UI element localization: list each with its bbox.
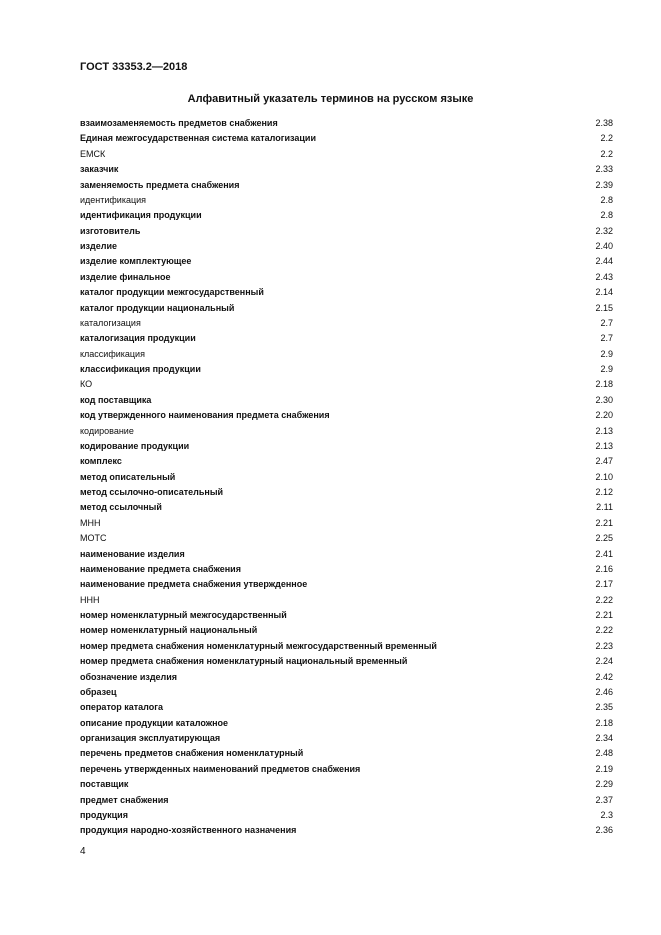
index-entry — [80, 377, 613, 392]
index-reference: 2.9 — [600, 348, 613, 359]
index-term: каталогизация — [80, 317, 141, 328]
index-reference: 2.19 — [595, 763, 613, 774]
index-term: заменяемость предмета снабжения — [80, 179, 240, 190]
index-entry — [80, 331, 613, 346]
index-term: обозначение изделия — [80, 671, 178, 682]
index-reference: 2.25 — [595, 533, 613, 544]
index-entry — [80, 731, 613, 746]
index-entry — [80, 793, 613, 808]
term-index-list — [80, 116, 613, 839]
index-entry — [80, 547, 613, 562]
index-reference: 2.16 — [595, 563, 613, 574]
index-reference: 2.9 — [600, 364, 613, 374]
page-number: 4 — [80, 846, 86, 857]
index-reference: 2.2 — [600, 133, 613, 144]
index-term: МНН — [80, 517, 101, 528]
index-reference: 2.20 — [595, 410, 613, 421]
index-reference: 2.12 — [595, 487, 613, 497]
index-entry — [80, 208, 613, 223]
index-term: перечень утвержденных наименований предметов снабжения — [80, 763, 361, 774]
index-term: предмет снабжения — [80, 794, 169, 805]
index-entry — [80, 823, 613, 838]
index-entry — [80, 362, 613, 377]
index-entry — [80, 716, 613, 731]
index-entry — [80, 670, 613, 685]
index-entry — [80, 762, 613, 777]
index-term: номер номенклатурный национальный — [80, 625, 258, 636]
index-entry — [80, 408, 613, 423]
index-term: изделие комплектующее — [80, 256, 192, 267]
index-entry — [80, 608, 613, 623]
index-reference: 2.39 — [595, 179, 613, 190]
index-entry — [80, 224, 613, 239]
index-entry — [80, 347, 613, 362]
index-reference: 2.41 — [595, 548, 613, 559]
index-reference: 2.7 — [600, 333, 613, 344]
index-reference: 2.36 — [595, 825, 613, 836]
index-term: кодирование продукции — [80, 440, 190, 451]
index-entry — [80, 746, 613, 761]
index-term: заказчик — [80, 164, 119, 175]
index-term: код утвержденного наименования предмета снабжения — [80, 410, 330, 421]
index-term: номер предмета снабжения номенклатурный национальный временный — [80, 656, 408, 667]
index-term: образец — [80, 686, 117, 697]
index-reference: 2.24 — [595, 656, 613, 667]
index-reference: 2.8 — [600, 194, 613, 205]
index-entry — [80, 270, 613, 285]
index-term: метод описательный — [80, 471, 176, 482]
index-entry — [80, 301, 613, 316]
index-reference: 2.7 — [600, 317, 613, 328]
index-reference: 2.37 — [595, 794, 613, 805]
index-entry — [80, 500, 613, 515]
index-entry — [80, 577, 613, 592]
document-header: ГОСТ 33353.2—2018 — [80, 61, 188, 73]
index-term: классификация продукции — [80, 364, 201, 374]
index-reference: 2.11 — [596, 502, 613, 513]
index-reference: 2.22 — [595, 594, 613, 605]
index-term: Единая межгосударственная система каталогизации — [80, 133, 316, 144]
index-reference: 2.15 — [595, 302, 613, 313]
index-reference: 2.29 — [595, 779, 613, 790]
index-term: продукция народно-хозяйственного назначения — [80, 825, 297, 836]
index-entry — [80, 654, 613, 669]
index-entry — [80, 239, 613, 254]
index-reference: 2.3 — [600, 809, 613, 820]
index-term: комплекс — [80, 456, 122, 467]
index-entry — [80, 777, 613, 792]
index-entry — [80, 593, 613, 608]
index-reference: 2.44 — [595, 256, 613, 267]
index-reference: 2.47 — [595, 456, 613, 467]
index-reference: 2.21 — [595, 610, 613, 620]
index-reference: 2.18 — [595, 717, 613, 728]
index-term: МОТС — [80, 533, 107, 544]
index-term: каталог продукции межгосударственный — [80, 287, 264, 298]
index-term: каталог продукции национальный — [80, 302, 235, 313]
index-reference: 2.22 — [595, 625, 613, 636]
index-reference: 2.21 — [595, 517, 613, 528]
index-entry — [80, 131, 613, 146]
index-reference: 2.8 — [600, 210, 613, 221]
index-term: продукция — [80, 809, 128, 820]
index-term: идентификация — [80, 194, 147, 205]
index-term: поставщик — [80, 779, 129, 790]
index-reference: 2.13 — [595, 440, 613, 451]
index-term: каталогизация продукции — [80, 333, 196, 344]
index-entry — [80, 639, 613, 654]
index-term: ННН — [80, 594, 100, 605]
index-reference: 2.40 — [595, 241, 613, 251]
index-term: изделие — [80, 241, 117, 251]
index-title: Алфавитный указатель терминов на русском языке — [187, 93, 474, 105]
index-reference: 2.18 — [595, 379, 613, 390]
index-term: наименование предмета снабжения утвержденное — [80, 579, 308, 590]
index-term: идентификация продукции — [80, 210, 202, 221]
index-entry — [80, 254, 613, 269]
index-reference: 2.2 — [600, 148, 613, 159]
index-term: номер предмета снабжения номенклатурный межгосударственный временный — [80, 640, 437, 651]
index-reference: 2.23 — [595, 640, 613, 651]
index-reference: 2.48 — [595, 748, 613, 759]
index-term: номер номенклатурный межгосударственный — [80, 610, 287, 620]
index-reference: 2.33 — [595, 164, 613, 175]
index-entry — [80, 485, 613, 500]
index-reference: 2.38 — [595, 118, 613, 128]
index-entry — [80, 162, 613, 177]
index-term: классификация — [80, 348, 145, 359]
index-term: наименование предмета снабжения — [80, 563, 241, 574]
index-reference: 2.43 — [595, 271, 613, 282]
index-reference: 2.42 — [595, 671, 613, 682]
index-entry — [80, 470, 613, 485]
index-term: взаимозаменяемость предметов снабжения — [80, 118, 278, 128]
index-reference: 2.17 — [595, 579, 613, 590]
index-term: описание продукции каталожное — [80, 717, 229, 728]
index-reference: 2.34 — [595, 733, 613, 743]
index-term: код поставщика — [80, 394, 152, 405]
index-reference: 2.30 — [595, 394, 613, 405]
index-entry — [80, 285, 613, 300]
index-entry — [80, 424, 613, 439]
index-term: метод ссылочный — [80, 502, 162, 513]
index-entry — [80, 393, 613, 408]
index-entry — [80, 439, 613, 454]
index-entry — [80, 808, 613, 823]
index-entry — [80, 531, 613, 546]
index-entry — [80, 193, 613, 208]
index-term: изделие финальное — [80, 271, 171, 282]
index-term: метод ссылочно-описательный — [80, 487, 224, 497]
index-reference: 2.10 — [595, 471, 613, 482]
index-term: кодирование — [80, 425, 134, 436]
index-entry — [80, 178, 613, 193]
index-entry — [80, 516, 613, 531]
index-entry — [80, 147, 613, 162]
index-entry — [80, 454, 613, 469]
index-reference: 2.14 — [595, 287, 613, 298]
index-term: перечень предметов снабжения номенклатурный — [80, 748, 304, 759]
index-entry — [80, 562, 613, 577]
index-term: организация эксплуатирующая — [80, 733, 221, 743]
index-reference: 2.32 — [595, 225, 613, 236]
index-term: ЕМСК — [80, 148, 106, 159]
index-entry — [80, 685, 613, 700]
index-term: КО — [80, 379, 93, 390]
index-reference: 2.13 — [595, 425, 613, 436]
index-term: наименование изделия — [80, 548, 185, 559]
index-term: оператор каталога — [80, 702, 163, 713]
index-reference: 2.35 — [595, 702, 613, 713]
index-term: изготовитель — [80, 225, 141, 236]
index-entry — [80, 316, 613, 331]
index-entry — [80, 116, 613, 131]
index-reference: 2.46 — [595, 686, 613, 697]
index-entry — [80, 700, 613, 715]
index-entry — [80, 623, 613, 638]
